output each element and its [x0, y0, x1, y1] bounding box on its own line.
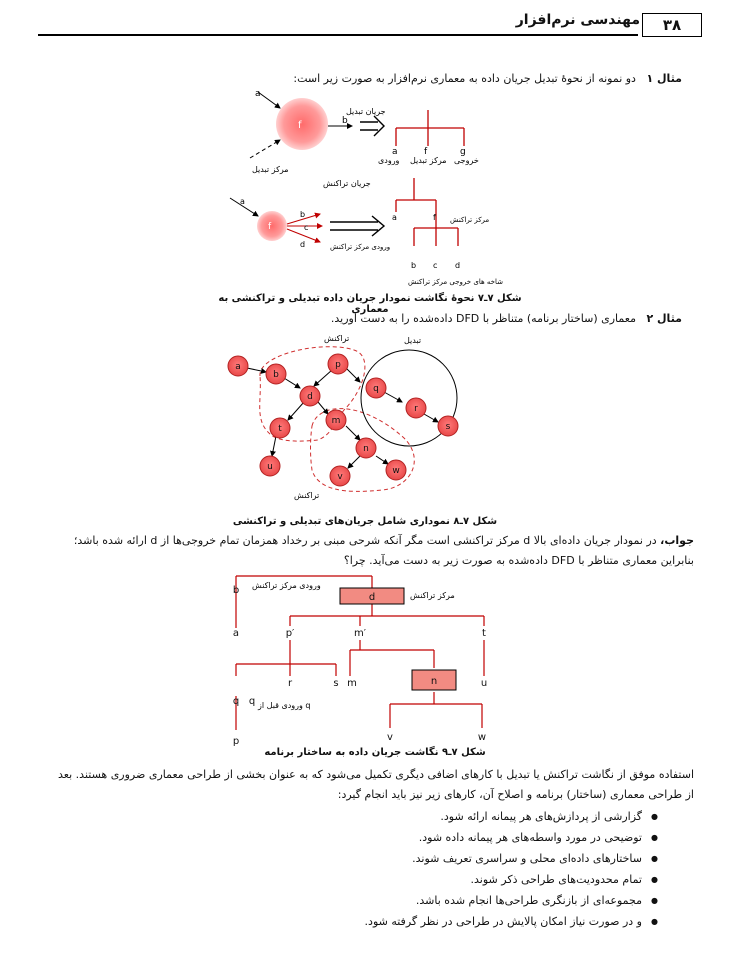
transform-label: تبدیل: [404, 336, 422, 345]
arrow-a-bottom-label: a: [240, 197, 245, 206]
node-v-label: v: [337, 472, 343, 482]
example2-label: مثال ۲: [646, 312, 682, 325]
process-f-node-small: [257, 211, 287, 241]
example1-text: دو نمونه از نحوهٔ تبدیل جریان داده به معماری نرم‌افزار به صورت زیر است:: [293, 72, 636, 85]
arrow-d-bottom-label: d: [300, 240, 306, 249]
node-m-label: m: [331, 416, 341, 426]
arrow-c-bottom-label: c: [304, 223, 309, 232]
dashed-arrow: [250, 140, 280, 158]
answer-line-2: بنابراین معماری متناظر با DFD داده‌شده به صورت زیر به دست می‌آید. چرا؟: [343, 554, 694, 567]
m-prime-label: m′: [353, 628, 367, 639]
double-arrow-bottom: [330, 216, 384, 236]
u-label: u: [480, 678, 488, 689]
figure-7-9-caption: شکل ۷ـ۹ نگاشت جریان داده به ساختار برنامه: [264, 747, 486, 758]
list-item: ● تمام محدودیت‌های طراحی ذکر شوند.: [58, 869, 658, 890]
d-label: d: [368, 592, 376, 603]
transaction-center-label: مرکز تراکنش: [410, 591, 455, 600]
node-q-label: q: [373, 384, 379, 394]
transaction-center-label: مرکز تراکنش: [450, 216, 490, 224]
w-label: w: [477, 732, 487, 743]
list-item: ● ساختارهای داده‌ای محلی و سراسری تعریف شوند.: [58, 848, 658, 869]
figure-7-8-caption: شکل ۷ـ۸ نموداری شامل جریان‌های تبدیلی و تراکنشی: [232, 516, 498, 527]
answer-line-1: [34, 531, 694, 551]
arrow-b-label: b: [342, 116, 348, 126]
tasks-list: [58, 806, 658, 932]
node-w-label: w: [392, 466, 400, 476]
page-number: ۳۸: [642, 13, 702, 37]
list-item: ● مجموعه‌ای از بازنگری طراحی‌ها انجام شده باشد.: [58, 890, 658, 911]
input-label: ورودی: [378, 156, 400, 165]
node-f-small-label: f: [268, 222, 272, 232]
tree-g-label: g: [460, 147, 466, 157]
q-right-label: q: [248, 696, 256, 707]
node-d-label: d: [307, 392, 313, 402]
input-transaction-center-label: ورودی مرکز تراکنش: [330, 243, 391, 251]
tree-b-bottom-label: b: [411, 261, 417, 270]
transform-center-in-label: مرکز تبدیل: [252, 165, 289, 174]
input-before-q-label: ورودی قبل از q: [258, 701, 311, 710]
s-label: s: [333, 678, 339, 689]
process-f-node: [276, 98, 328, 150]
p-label: p: [232, 736, 240, 746]
input-transaction-center-label: ورودی مرکز تراکنش: [252, 581, 321, 590]
t-label: t: [482, 628, 486, 639]
list-item: ● و در صورت نیاز امکان پالایش در طراحی در نظر گرفته شود.: [58, 911, 658, 932]
tree-bottom: [396, 178, 458, 246]
node-f-label: f: [298, 120, 302, 131]
output-label: خروجی: [454, 156, 479, 165]
figure-7-9: [222, 568, 512, 746]
arrow-b-bottom-label: b: [300, 210, 306, 219]
transaction-label-top: تراکنش: [324, 334, 350, 343]
tree-f-bottom-label: f: [433, 213, 436, 222]
tree-top: [396, 110, 464, 146]
header-rule: [38, 34, 638, 36]
transaction-flow-label: جریان تراکنش: [323, 179, 371, 188]
list-item: ● گزارشی از پردازش‌های هر پیمانه ارائه شود.: [58, 806, 658, 827]
node-u-label: u: [267, 462, 273, 472]
figure-7-7-caption: شکل ۷ـ۷ نحوهٔ نگاشت نمودار جریان داده تبدیلی و تراکنشی به معماری: [218, 293, 522, 315]
book-title: مهندسی نرم‌افزار: [515, 12, 640, 28]
example1-label: مثال ۱: [646, 72, 682, 85]
closing-line-1: استفاده موفق از نگاشت تراکنش یا تبدیل با کارهای اضافی دیگری تکمیل می‌شود که به عنوان بخشی از طراحی معماری ضروری هستند. بعد: [58, 768, 694, 781]
node-p-label: p: [335, 360, 341, 370]
answer-label: جواب،: [660, 534, 694, 547]
output-branches-label: شاخه های خروجی مرکز تراکنش: [408, 278, 503, 286]
double-arrow-top: [360, 116, 384, 136]
r-label: r: [287, 678, 293, 689]
transform-flow-label: جریان تبدیل: [346, 107, 386, 116]
v-label: v: [387, 732, 393, 743]
tree-c-bottom-label: c: [433, 261, 438, 270]
a-label: a: [232, 628, 240, 639]
example2-paragraph: [42, 309, 682, 329]
n-label: n: [430, 676, 438, 687]
p-prime-label: p′: [285, 628, 295, 639]
node-n-label: n: [363, 444, 369, 454]
transaction-label-bottom: تراکنش: [294, 491, 320, 500]
node-b-label: b: [273, 370, 279, 380]
node-a-label: a: [235, 362, 241, 372]
dfd-nodes: [228, 354, 458, 486]
node-s-label: s: [445, 422, 451, 432]
tree-d-bottom-label: d: [455, 261, 461, 270]
arrow-a: [258, 92, 280, 108]
answer-text-1: در نمودار جریان داده‌ای بالا d مرکز تراکنشی است مگر آنکه شرحی مبنی بر رخداد همزمان تمام خروجی‌ها از d ارائه شده باشد؛: [73, 534, 657, 547]
figure-7-7: [200, 86, 540, 291]
tree-a-label: a: [392, 147, 398, 157]
list-item: ● توضیحی در مورد واسطه‌های هر پیمانه داده شود.: [58, 827, 658, 848]
b-label: b: [232, 585, 240, 596]
q-left-label: q: [232, 696, 240, 707]
tree-a-bottom-label: a: [392, 213, 397, 222]
node-r-label: r: [414, 404, 418, 414]
m-label: m: [347, 678, 357, 689]
example2-text: معماری (ساختار برنامه) متناظر با DFD داده‌شده را به دست آورید.: [330, 312, 636, 325]
figure-7-8: [214, 330, 504, 510]
closing-line-2: از طراحی معماری (ساختار) برنامه و اصلاح آن، کارهای زیر نیز باید انجام گیرد:: [337, 788, 694, 801]
tree-f-label: f: [424, 147, 428, 157]
arrow-a-label: a: [255, 89, 261, 99]
node-t-label: t: [278, 424, 282, 434]
transform-center-label: مرکز تبدیل: [410, 156, 447, 165]
